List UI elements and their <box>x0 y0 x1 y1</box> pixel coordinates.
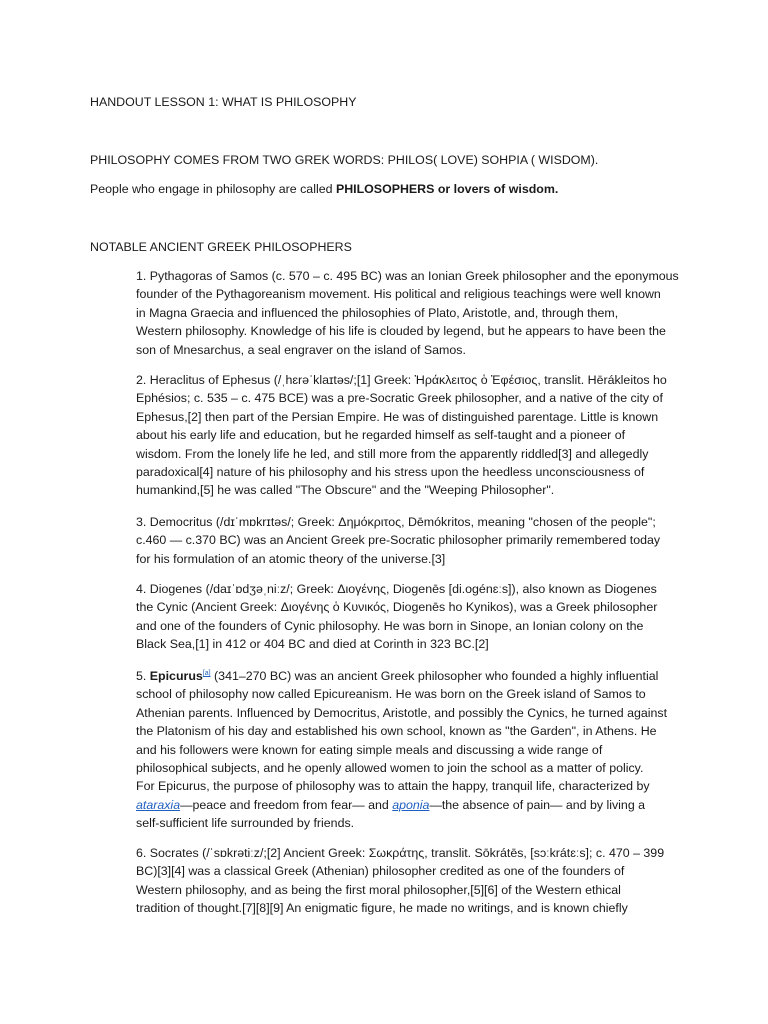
paragraph-text: —the absence of pain— and by living a <box>429 797 646 812</box>
handout-title: HANDOUT LESSON 1: WHAT IS PHILOSOPHY <box>90 95 357 109</box>
paragraph-line: 4. Diogenes (/daɪˈɒdʒəˌniːz/; Greek: Διογένης, Diogenēs [di.ogénɛːs]), also known as Diogenes <box>136 582 657 596</box>
paragraph-line: founder of the Pythagoreanism movement. His political and religious teachings were well known <box>136 287 661 302</box>
section-heading: NOTABLE ANCIENT GREEK PHILOSOPHERS <box>90 240 352 254</box>
paragraph-text: (341–270 BC) was an ancient Greek philosopher who founded a highly influential <box>210 669 659 683</box>
list-item-pythagoras <box>136 267 684 359</box>
definition-bold-text: PHILOSOPHERS or lovers of wisdom. <box>335 182 559 196</box>
paragraph-line: school of philosophy now called Epicureanism. He was born on the Greek island of Samos to <box>136 687 646 702</box>
paragraph-line: philosophical subjects, and he openly allowed women to join the school as a matter of policy. <box>136 761 644 776</box>
definition-text: People who engage in philosophy are called <box>90 182 336 196</box>
paragraph-line: For Epicurus, the purpose of philosophy was to attain the happy, tranquil life, characterized by <box>136 779 650 794</box>
footnote-link[interactable]: [a] <box>202 670 211 677</box>
paragraph-line: 3. Democritus (/dɪˈmɒkrɪtəs/; Greek: Δημόκριτος, Dēmókritos, meaning "chosen of the people"; <box>136 515 656 529</box>
paragraph-line: the Platonism of his day and established his own school, known as "the Garden", in Athens. He <box>136 724 657 739</box>
list-item-epicurus <box>136 665 684 833</box>
paragraph-line: and his followers were known for eating simple meals and discussing a wide range of <box>136 742 603 757</box>
paragraph-line: c.460 — c.370 BC) was an Ancient Greek pre-Socratic philosopher primarily remembered today <box>136 533 661 548</box>
paragraph-line: Ephésios; c. 535 – c. 475 BCE) was a pre-Socratic Greek philosopher, and a native of the city of <box>136 391 663 406</box>
paragraph-line: humankind,[5] he was called "The Obscure" and the "Weeping Philosopher". <box>136 483 555 498</box>
paragraph-line: about his early life and education, but he regarded himself as self-taught and a pioneer of <box>136 428 626 443</box>
paragraph-line: son of Mnesarchus, a seal engraver on the island of Samos. <box>136 342 466 357</box>
paragraph-line: Western philosophy. Knowledge of his life is clouded by legend, but he appears to have been the <box>136 324 666 339</box>
paragraph-text: —peace and freedom from fear— and <box>180 797 393 812</box>
paragraph-line: paradoxical[4] nature of his philosophy and his stress upon the heedless unconsciousness of <box>136 465 645 480</box>
paragraph-line: wisdom. From the lonely life he led, and still more from the apparently riddled[3] and allegedly <box>136 446 649 461</box>
paragraph-line: for his formulation of an atomic theory of the universe.[3] <box>136 551 446 566</box>
paragraph-line: 1. Pythagoras of Samos (c. 570 – c. 495 BC) was an Ionian Greek philosopher and the eponymous <box>136 269 679 283</box>
paragraph-line <box>136 796 684 814</box>
epicurus-name: Epicurus <box>149 669 203 683</box>
paragraph-line: self-sufficient life surrounded by friends. <box>136 816 355 831</box>
paragraph-line: Black Sea,[1] in 412 or 404 BC and died at Corinth in 323 BC.[2] <box>136 637 489 652</box>
paragraph-line: in Magna Graecia and influenced the philosophies of Plato, Aristotle, and, through them, <box>136 305 619 320</box>
paragraph-line: tradition of thought.[7][8][9] An enigmatic figure, he made no writings, and is known chiefly <box>136 901 628 916</box>
aponia-link[interactable]: aponia <box>392 797 430 812</box>
paragraph-line: Athenian parents. Influenced by Democritus, Aristotle, and possibly the Cynics, he turned against <box>136 705 668 720</box>
philosophers-definition <box>90 180 690 199</box>
list-item-heraclitus <box>136 371 684 500</box>
paragraph-line: 6. Socrates (/ˈsɒkrətiːz/;[2] Ancient Greek: Σωκράτης, translit. Sōkrátēs, [sɔːkrátɛːs]; c. 470 – 399 <box>136 846 665 860</box>
paragraph-line: 2. Heraclitus of Ephesus (/ˌhɛrəˈklaɪtəs/;[1] Greek: Ἡράκλειτος ὁ Ἐφέσιος, translit. Hērákleitos ho <box>136 373 667 387</box>
paragraph-line: the Cynic (Ancient Greek: Διογένης ὁ Κυνικός, Diogenēs ho Kynikos), was a Greek philosopher <box>136 600 658 615</box>
etymology-line: PHILOSOPHY COMES FROM TWO GREK WORDS: PHILOS( LOVE) SOHPIA ( WISDOM). <box>90 153 599 167</box>
list-item-democritus <box>136 513 684 568</box>
paragraph-line: Ephesus,[2] then part of the Persian Empire. He was of distinguished parentage. Little is known <box>136 409 659 424</box>
paragraph-line <box>136 665 684 685</box>
list-item-socrates <box>136 844 684 918</box>
paragraph-line: Western philosophy, and as being the first moral philosopher,[5][6] of the Western ethical <box>136 882 621 897</box>
ataraxia-link[interactable]: ataraxia <box>136 797 181 812</box>
paragraph-line: and one of the founders of Cynic philosophy. He was born in Sinope, an Ionian colony on the <box>136 618 644 633</box>
paragraph-line: BC)[3][4] was a classical Greek (Athenian) philosopher credited as one of the founders of <box>136 864 625 879</box>
item-number: 5. <box>136 669 150 683</box>
list-item-diogenes <box>136 580 684 654</box>
